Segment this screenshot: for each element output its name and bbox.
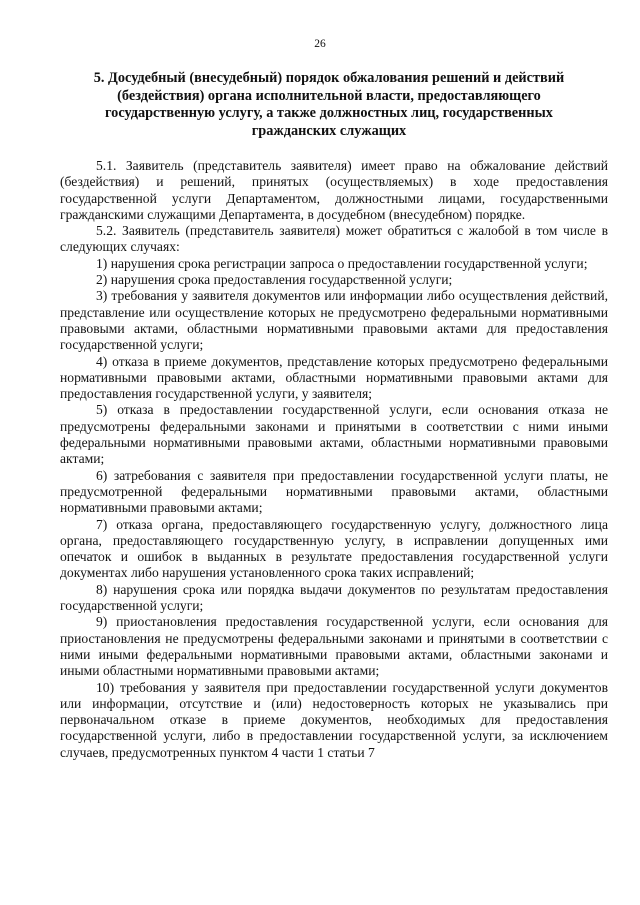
paragraph-5-2: 5.2. Заявитель (представитель заявителя) может обратиться с жалобой в том числе в следующих случаях: bbox=[60, 223, 608, 255]
list-item: 10) требования у заявителя при предоставлении государственной услуги документов или информации, отсутствие и (или) недостоверность которых не указывались при первоначальном отказе в приеме документов, необходимых для предоставления государственной услуги, либо в предоставлении государственной услуги, за исключением случаев, предусмотренных пунктом 4 части 1 статьи 7 bbox=[60, 679, 608, 760]
paragraph-5-1: 5.1. Заявитель (представитель заявителя) имеет право на обжалование действий (бездействия) и решений, принятых (осуществляемых) в ходе предоставления государственной услуги Департаментом, должностными лицами, государственными гражданскими служащими Департамента, в досудебном (внесудебном) порядке. bbox=[60, 158, 608, 222]
list-item: 1) нарушения срока регистрации запроса о предоставлении государственной услуги; bbox=[96, 255, 588, 271]
list-item: 9) приостановления предоставления государственной услуги, если основания для приостановления не предусмотрены федеральными законами и принятыми в соответствии с ними иными федеральными нормативными правовыми актами, областными законами и иными областными нормативными правовыми актами; bbox=[60, 614, 608, 679]
section-heading: 5. Досудебный (внесудебный) порядок обжалования решений и действий (бездействия) органа исполнительной власти, предоставляющего государственную услугу, а также должностных лиц, государственных гражданских служащих bbox=[93, 70, 565, 139]
list-item: 6) затребования с заявителя при предоставлении государственной услуги платы, не предусмотренной федеральными нормативными правовыми актами, областными нормативными правовыми актами; bbox=[60, 467, 608, 516]
list-item: 4) отказа в приеме документов, представление которых предусмотрено федеральными нормативными правовыми актами, областными нормативными правовыми актами для предоставления государственной услуги, у заявителя; bbox=[60, 353, 608, 402]
page-number: 26 bbox=[314, 38, 326, 50]
list-item: 2) нарушения срока предоставления государственной услуги; bbox=[96, 272, 453, 288]
list-item: 8) нарушения срока или порядка выдачи документов по результатам предоставления государственной услуги; bbox=[60, 581, 608, 614]
list-item: 7) отказа органа, предоставляющего государственную услугу, должностного лица органа, предоставляющего государственную услугу, в исправлении допущенных ими опечаток и ошибок в выданных в результате предоставления государственной услуги документах либо нарушения установленного срока таких исправлений; bbox=[60, 516, 608, 581]
list-item: 5) отказа в предоставлении государственной услуги, если основания отказа не предусмотрены федеральными законами и принятыми в соответствии с ними иными федеральными нормативными правовыми актами, областными нормативными правовыми актами; bbox=[60, 402, 608, 467]
document-body bbox=[60, 158, 608, 761]
list-item: 3) требования у заявителя документов или информации либо осуществления действий, представление или осуществление которых не предусмотрено федеральными нормативными правовыми актами, областными нормативными правовыми актами для предоставления государственной услуги; bbox=[60, 288, 608, 353]
